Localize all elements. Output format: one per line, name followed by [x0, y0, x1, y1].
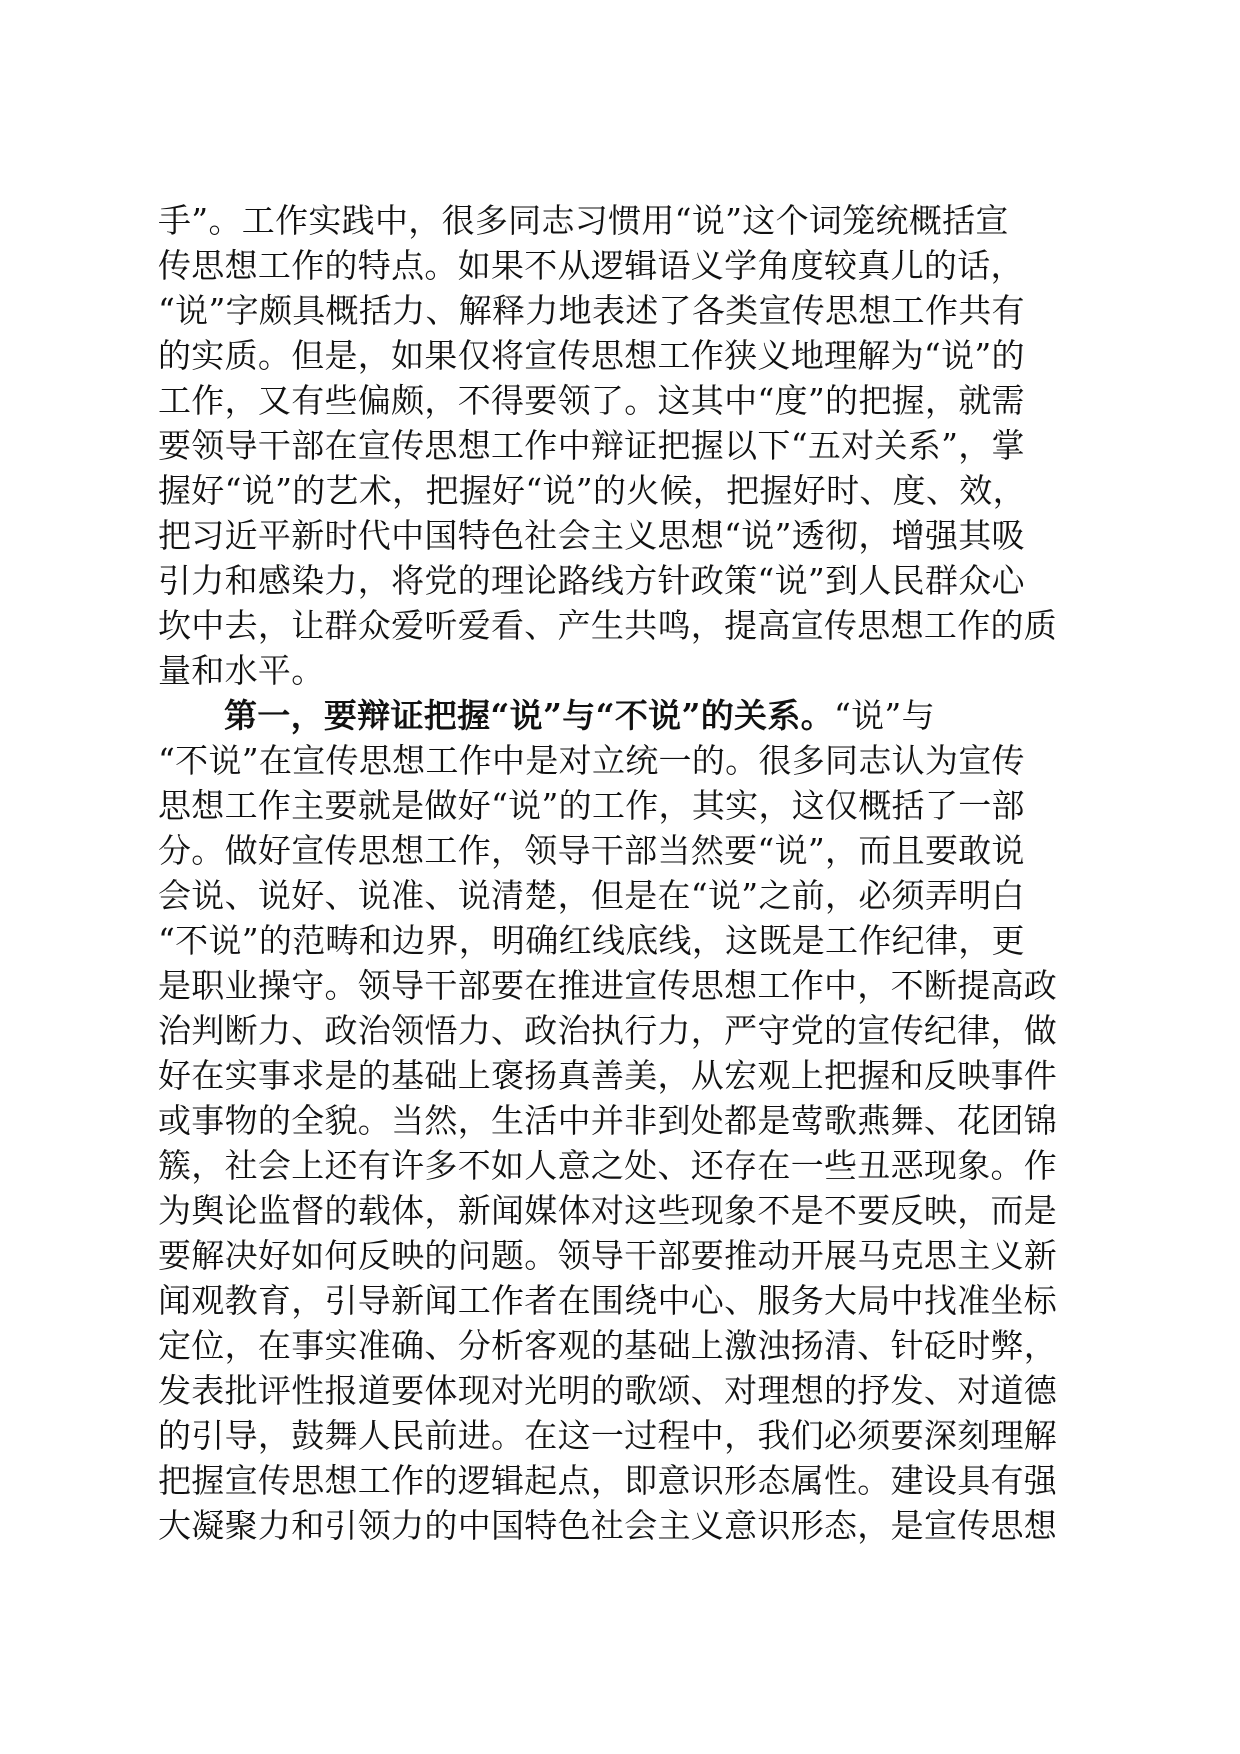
text-line: 量和水平。: [158, 651, 325, 690]
text-line: 治判断力、政治领悟力、政治执行力，严守党的宣传纪律，做: [158, 1011, 1058, 1050]
text-line: 或事物的全貌。当然，生活中并非到处都是莺歌燕舞、花团锦: [158, 1101, 1058, 1140]
text-line: 把握宣传思想工作的逻辑起点，即意识形态属性。建设具有强: [158, 1461, 1058, 1500]
text-line: 握好“说”的艺术，把握好“说”的火候，把握好时、度、效，: [158, 471, 1026, 510]
text-line: 簇，社会上还有许多不如人意之处、还存在一些丑恶现象。作: [158, 1146, 1058, 1185]
text-line: 工作，又有些偏颇，不得要领了。这其中“度”的把握，就需: [158, 381, 1025, 420]
text-line: 好在实事求是的基础上褒扬真善美，从宏观上把握和反映事件: [158, 1056, 1058, 1095]
text-line: 坎中去，让群众爱听爱看、产生共鸣，提高宣传思想工作的质: [158, 606, 1058, 645]
text-line: 引力和感染力，将党的理论路线方针政策“说”到人民群众心: [158, 561, 1025, 600]
text-line: 要解决好如何反映的问题。领导干部要推动开展马克思主义新: [158, 1236, 1058, 1275]
paragraph-intro: [158, 198, 1088, 693]
text-line: “不说”的范畴和边界，明确红线底线，这既是工作纪律，更: [158, 921, 1025, 960]
paragraph-first-relation: [158, 693, 1088, 1548]
text-line: 传思想工作的特点。如果不从逻辑语义学角度较真儿的话，: [158, 246, 1024, 285]
text-line: 的实质。但是，如果仅将宣传思想工作狭义地理解为“说”的: [158, 336, 1025, 375]
body-text: [158, 198, 1088, 1548]
text-line: 发表批评性报道要体现对光明的歌颂、对理想的抒发、对道德: [158, 1371, 1058, 1410]
text-line: 会说、说好、说准、说清楚，但是在“说”之前，必须弄明白: [158, 876, 1025, 915]
text-line: 分。做好宣传思想工作，领导干部当然要“说”，而且要敢说: [158, 831, 1025, 870]
lead-line-rest: “说”与: [833, 696, 935, 735]
text-line: 把习近平新时代中国特色社会主义思想“说”透彻，增强其吸: [158, 516, 1025, 555]
text-line: 要领导干部在宣传思想工作中辩证把握以下“五对关系”，掌: [158, 426, 1025, 465]
text-line: 为舆论监督的载体，新闻媒体对这些现象不是不要反映，而是: [158, 1191, 1058, 1230]
text-line: 手”。工作实践中，很多同志习惯用“说”这个词笼统概括宣: [158, 201, 1009, 240]
text-line: “说”字颇具概括力、解释力地表述了各类宣传思想工作共有: [158, 291, 1025, 330]
text-line: 定位，在事实准确、分析客观的基础上激浊扬清、针砭时弊，: [158, 1326, 1058, 1365]
text-line-first: [158, 693, 1088, 738]
paragraph-lead-heading: 第一，要辩证把握“说”与“不说”的关系。: [224, 696, 834, 735]
text-line: 大凝聚力和引领力的中国特色社会主义意识形态，是宣传思想: [158, 1506, 1058, 1545]
text-line: 的引导，鼓舞人民前进。在这一过程中，我们必须要深刻理解: [158, 1416, 1058, 1455]
text-line: 闻观教育，引导新闻工作者在围绕中心、服务大局中找准坐标: [158, 1281, 1058, 1320]
text-line: 是职业操守。领导干部要在推进宣传思想工作中，不断提高政: [158, 966, 1058, 1005]
text-line: 思想工作主要就是做好“说”的工作，其实，这仅概括了一部: [158, 786, 1025, 825]
text-line: “不说”在宣传思想工作中是对立统一的。很多同志认为宣传: [158, 741, 1025, 780]
